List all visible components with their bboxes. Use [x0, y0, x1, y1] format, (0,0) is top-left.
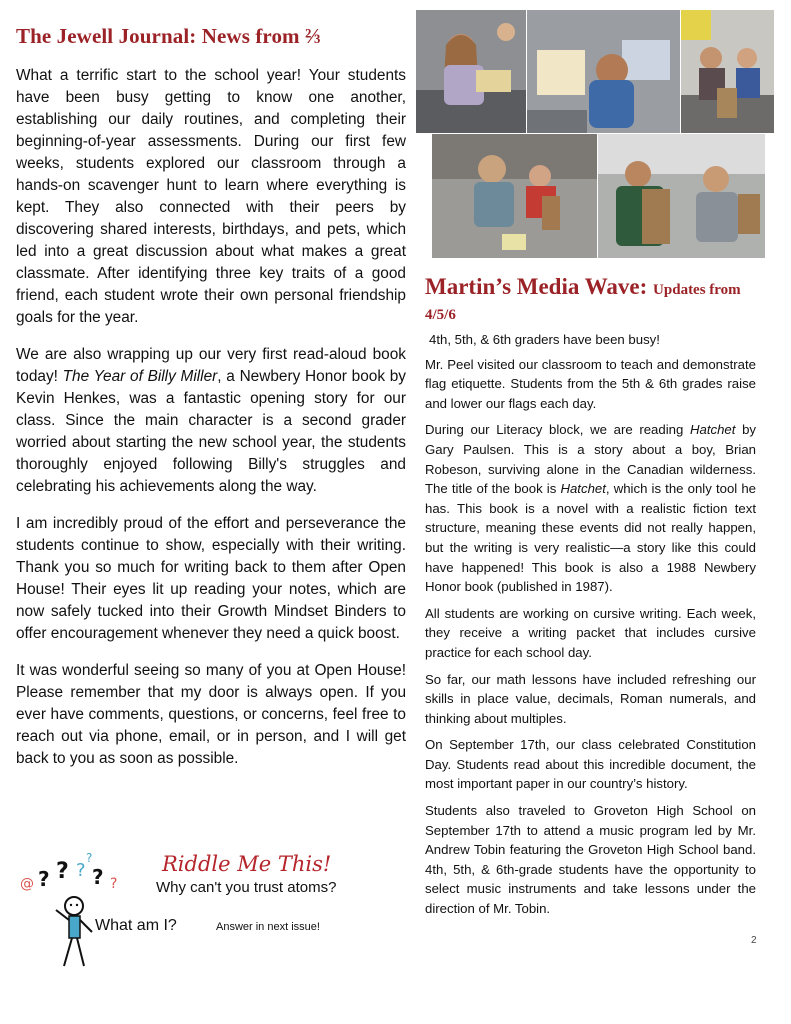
media-wave-intro: 4th, 5th, & 6th graders have been busy!: [429, 332, 660, 347]
svg-text:?: ?: [110, 876, 118, 892]
media-wave-title-main: Martin’s Media Wave:: [425, 274, 648, 299]
svg-text:?: ?: [38, 867, 50, 891]
svg-text:?: ?: [86, 851, 93, 865]
svg-text:?: ?: [76, 860, 86, 881]
riddle-what-am-i: What am I?: [95, 917, 177, 934]
riddle-answer-note: Answer in next issue!: [216, 921, 320, 933]
classroom-photo-3: [681, 10, 774, 133]
classroom-photo-2: [527, 10, 680, 133]
readaloud-paragraph: [16, 344, 406, 498]
open-house-paragraph: It was wonderful seeing so many of you at Open House! Please remember that my door is always open. If you ever have comments, questions, or concerns, feel free to reach out via phone, email, or in person, and I will get back to you as soon as possible.: [16, 662, 406, 767]
jewell-journal-title: The Jewell Journal: News from ⅔: [16, 24, 321, 48]
svg-text:?: ?: [92, 865, 104, 889]
svg-text:?: ?: [56, 859, 69, 884]
cursive-paragraph: All students are working on cursive writing. Each week, they receive a writing packet that includes cursive practice for each school day.: [425, 605, 756, 660]
media-wave-title-sub: Updates from 4/5/6: [425, 282, 741, 323]
proud-paragraph: I am incredibly proud of the effort and perseverance the students continue to show, especially with their writing. Thank you so much for writing back to them after Open House! Their eyes lit up reading your notes, which are now safely tucked into their Growth Mindset Binders to offer encouragement whenever they need a quick boost.: [16, 515, 406, 642]
classroom-photo-4: [432, 134, 597, 258]
riddle-title: Riddle Me This!: [162, 852, 332, 876]
math-paragraph: So far, our math lessons have included refreshing our skills in place value, decimals, Roman numerals, and thinking about multiples.: [425, 671, 756, 726]
constitution-paragraph: On September 17th, our class celebrated Constitution Day. Students read about this incredible document, the most important paper in our country’s history.: [425, 737, 756, 792]
media-wave-section: [425, 276, 756, 926]
readaloud-after: , a Newbery Honor book by Kevin Henkes, was a fantastic opening story for our class. Since the main character is a second grader worried about starting the new school year, the students thoroughly enjoyed following Billy's struggles and celebrating his achievements along the way.: [16, 368, 407, 495]
readaloud-before: We are also wrapping up our very first read-aloud book today!: [16, 346, 406, 385]
literacy-book-title-2: Hatchet: [560, 481, 606, 497]
readaloud-book-title: The Year of Billy Miller: [62, 368, 218, 385]
media-wave-title: [425, 276, 756, 326]
svg-text:@: @: [20, 876, 34, 892]
literacy-book-title: Hatchet: [689, 422, 736, 438]
literacy-a: During our Literacy block, we are reading: [425, 422, 690, 438]
literacy-c: by Gary Paulsen. This is a story about a boy, Brian Robeson, surviving alone in the Canadian wilderness. The title of the book is: [425, 422, 756, 497]
literacy-e: , which is the only tool he has. This book is a novel with a realistic fiction text structure, meaning these events did not really happen, but the writing is very realistic—a story like this could have happened! This book is also a 1988 Newbery Honor book (published in 1987).: [425, 481, 757, 595]
page-number: 2: [751, 935, 757, 946]
classroom-photo-1: [416, 10, 526, 133]
classroom-photo-5: [598, 134, 765, 258]
stick-figure-question-marks-icon: [18, 848, 128, 973]
music-paragraph: Students also traveled to Groveton High School on September 17th to attend a music program led by Mr. Andrew Tobin featuring the Groveton High School band. 4th, 5th, & 6th-grade students have the opportunity to select music instruments and take lessons under the direction of Mr. Tobin.: [425, 803, 756, 917]
riddle-question: Why can't you trust atoms?: [156, 879, 337, 896]
flag-paragraph: Mr. Peel visited our classroom to teach and demonstrate flag etiquette. Students from the 5th & 6th grades raise and lower our flags each day.: [425, 356, 756, 411]
literacy-paragraph: [425, 420, 756, 596]
jewell-journal-section: [16, 24, 406, 785]
intro-paragraph: What a terrific start to the school year! Your students have been busy getting to know one another, establishing our daily routines, and completing their beginning-of-year assessments. During our first few weeks, students explored our classroom through a hands-on scavenger hunt to learn where everything is kept. They also connected with their peers by discovering shared interests, birthdays, and pets, which led into a great discussion about what makes a great classmate. After identifying three key traits of a good friend, each student wrote their own personal friendship goals for the year.: [16, 67, 406, 326]
